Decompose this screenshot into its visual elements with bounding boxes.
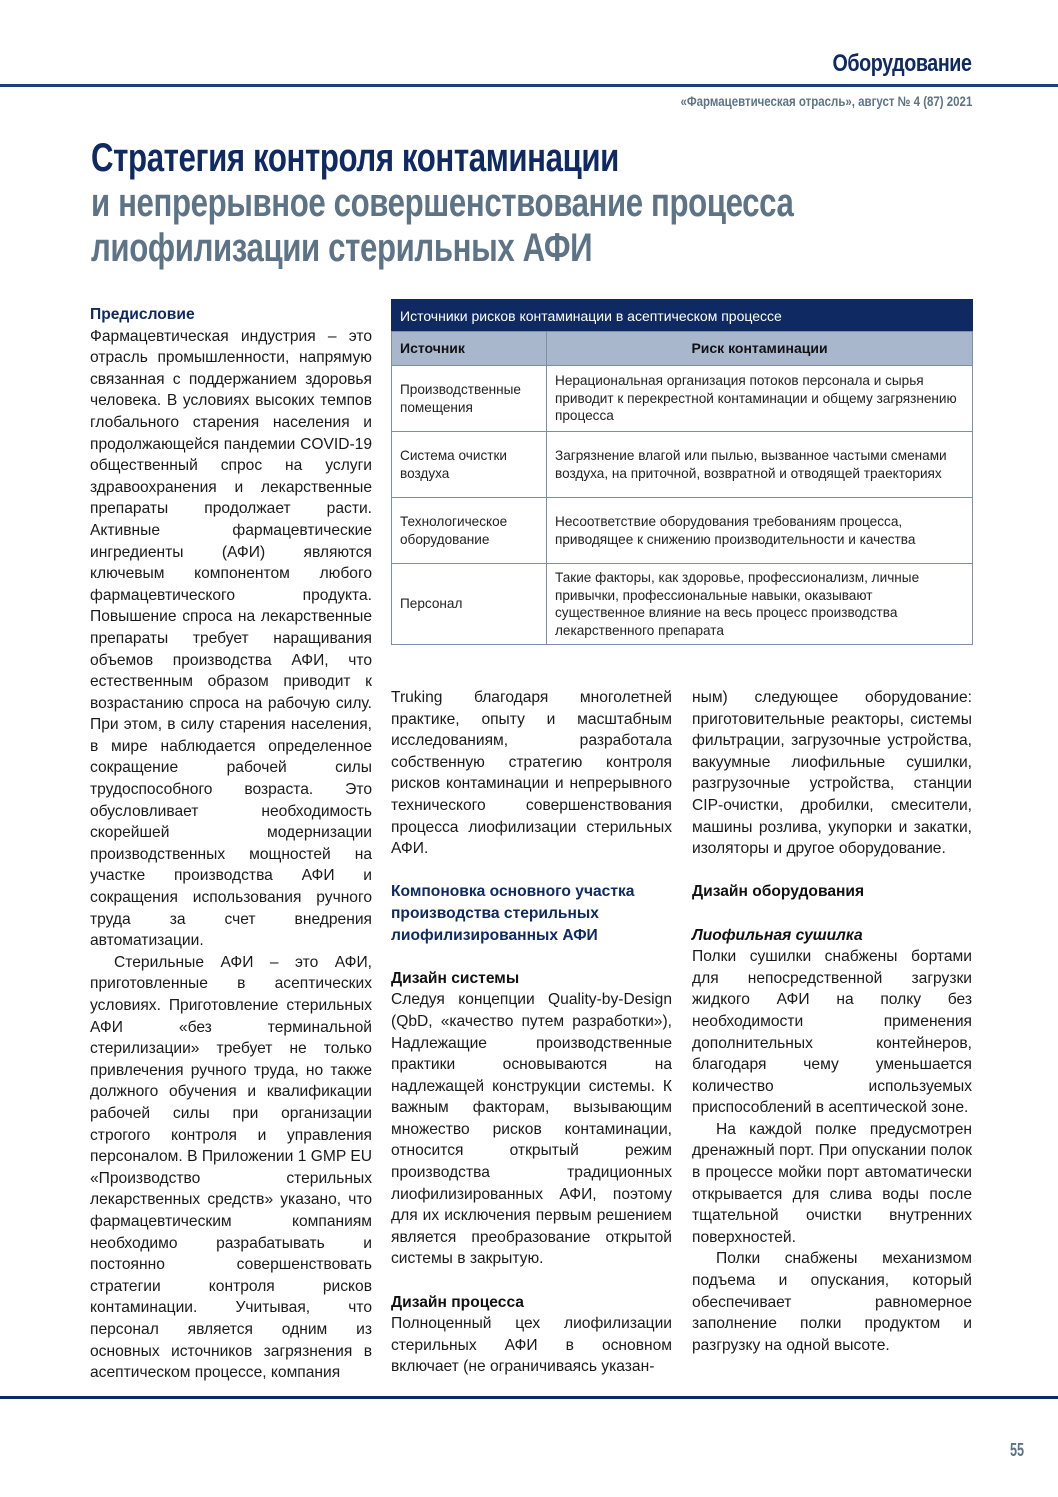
table-row [392,564,973,645]
title-line-1: Стратегия контроля контаминации [91,136,619,180]
table-row [392,498,973,564]
paragraph: Truking благодаря многолетней практике, опыту и масштабным исследованиям, разработала собственную стратегию контроля рисков контаминации и непрерывного технического совершенствования процесса лиофилизации стерильных АФИ. [391,689,672,858]
column-1 [90,304,372,1384]
issue-line: «Фармацевтическая отрасль», август № 4 (87) 2021 [680,94,972,109]
article-title [91,136,793,271]
section-label: Оборудование [832,50,972,77]
title-line-2: и непрерывное совершенствование процесса [91,181,794,225]
paragraph: Полноценный цех лиофилизации стерильных АФИ в основном включает (не ограничиваясь указан- [391,1315,672,1376]
cell-source: Технологическое оборудование [392,498,547,564]
footer-rule [0,1396,1058,1399]
table-row [392,432,973,498]
column-2 [391,687,672,1378]
section-heading-layout: Компоновка основного участка производства стерильных лиофилизированных АФИ [391,883,635,944]
cell-source: Персонал [392,564,547,645]
paragraph: Фармацевтическая индустрия – это отрасль промышленности, напрямую связанная с поддержанием здоровья человека. В условиях высоких темпов глобального старения населения и продолжающейся пандемии COVID-19 общественный спрос на услуги здравоохранения и лекарственные препараты продолжает расти. Активные фармацевтические ингредиенты (АФИ) являются ключевым компонентом любого фармацевтического продукта. Повышение спроса на лекарственные препараты требует наращивания объемов производства АФИ, что естественным образом приводит к возрастанию спроса на рабочую силу. При этом, в силу старения населения, в мире наблюдается определенное сокращение рабочей силы трудоспособного возраста. Это обусловливает необходимость скорейшей модернизации производственных мощностей на участке производства АФИ и сокращения использования ручного труда за счет внедрения автоматизации. [90,327,372,950]
cell-risk: Несоответствие оборудования требованиям процесса, приводящее к снижению производительности и качества [547,498,973,564]
paragraph: На каждой полке предусмотрен дренажный порт. При опускании полок в процессе мойки порт автоматически открывается для слива воды после тщательной очистки внутренних поверхностей. [692,1120,972,1246]
cell-risk: Нерациональная организация потоков персонала и сырья приводит к перекрестной контаминации и общему загрязнению процесса [547,366,973,432]
header-rule [0,84,1058,87]
paragraph: Стерильные АФИ – это АФИ, приготовленные в асептических условиях. Приготовление стерильных АФИ «без терминальной стерилизации» требует не только привлечения ручного труда, но также должного обучения и квалификации рабочей силы при организации строгого контроля и управления персоналом. В Приложении 1 GMP EU «Производство стерильных лекарственных средств» указано, что фармацевтическим компаниям необходимо разрабатывать и постоянно совершенствовать стратегии контроля рисков контаминации. Учитывая, что персонал является одним из основных источников загрязнения в асептическом процессе, компания [90,953,372,1382]
cell-risk: Такие факторы, как здоровье, профессионализм, личные привычки, профессиональные навыки, оказывают существенное влияние на весь процесс производства лекарственного препарата [547,564,973,645]
cell-source: Производственные помещения [392,366,547,432]
subheading-equipment-design: Дизайн оборудования [692,883,865,901]
table-row [392,366,973,432]
paragraph: Следуя концепции Quality-by-Design (QbD, «качество путем разработки»), Надлежащие производственные практики основываются на надлежащей конструкции системы. К важным факторам, вызывающим множество рисков контаминации, относится открытый режим производства традиционных лиофилизированных АФИ, поэтому для их исключения первым решением является преобразование открытой системы в закрытую. [391,991,672,1268]
column-header-source: Источник [392,332,547,366]
risk-sources-table [391,299,973,645]
cell-source: Система очистки воздуха [392,432,547,498]
paragraph: Полки снабжены механизмом подъема и опускания, который обеспечивает равномерное заполнение полки продуктом и разгрузку на одной высоте. [692,1250,972,1354]
cell-risk: Загрязнение влагой или пылью, вызванное частыми сменами воздуха, на приточной, возвратной и отводящей траекториях [547,432,973,498]
paragraph: Полки сушилки снабжены бортами для непосредственной загрузки жидкого АФИ на полку без необходимости применения дополнительных контейнеров, благодаря чему уменьшается количество используемых приспособлений в асептической зоне. [692,948,972,1117]
section-heading-foreword: Предисловие [90,306,195,323]
title-line-3: лиофилизации стерильных АФИ [91,226,593,270]
subheading-freeze-dryer: Лиофильная сушилка [692,926,863,944]
subheading-system-design: Дизайн системы [391,969,520,987]
column-header-risk: Риск контаминации [547,332,973,366]
page-number: 55 [1009,1440,1024,1460]
column-3 [692,687,972,1356]
table-caption: Источники рисков контаминации в асептическом процессе [391,299,973,331]
subheading-process-design: Дизайн процесса [391,1293,524,1311]
paragraph: ным) следующее оборудование: приготовительные реакторы, системы фильтрации, загрузочные устройства, вакуумные лиофильные сушилки, разгрузочные устройства, станции CIP-очистки, дробилки, смесители, машины розлива, укупорки и закатки, изоляторы и другое оборудование. [692,689,972,858]
